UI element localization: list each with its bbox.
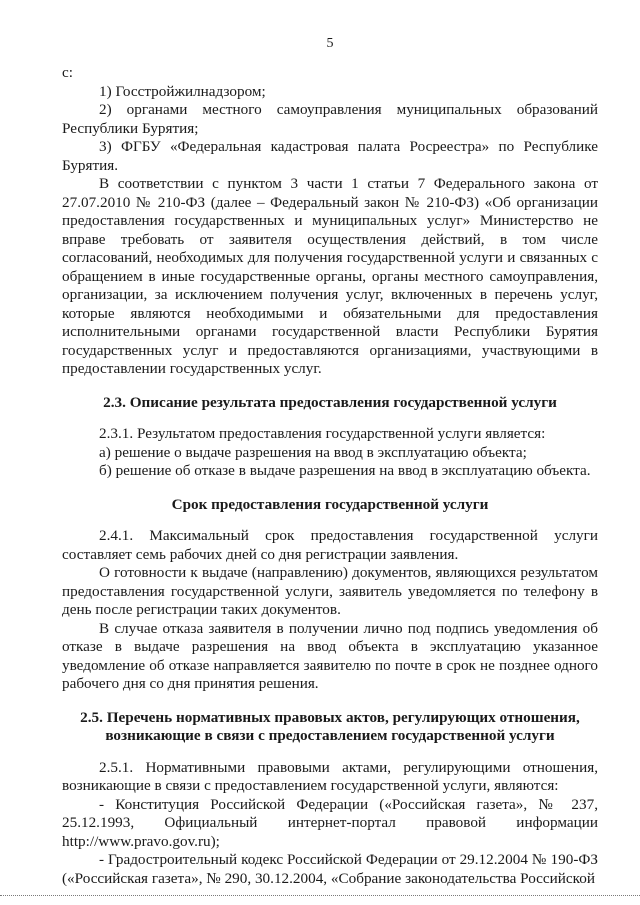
list-item: - Градостроительный кодекс Российской Федерации от 29.12.2004 № 190-ФЗ («Российская газета», № 290, 30.12.2004, «Собрание законодательства Российской	[62, 851, 598, 887]
paragraph: О готовности к выдаче (направлению) документов, являющихся результатом предоставления государственной услуги, заявитель уведомляется по телефону в день после регистрации таких документов.	[62, 564, 598, 618]
list-item: - Конституция Российской Федерации («Российская газета», № 237, 25.12.1993, Официальный интернет-портал правовой информации http://www.pravo.gov.ru);	[62, 795, 598, 850]
list-item: 1) Госстройжилнадзором;	[99, 82, 266, 100]
scan-edge-line	[0, 895, 640, 897]
paragraph: 2.4.1. Максимальный срок предоставления государственной услуги составляет семь рабочих дней со дня регистрации заявления.	[62, 527, 598, 563]
paragraph: 2.3.1. Результатом предоставления государственной услуги является:	[99, 425, 546, 442]
section-heading-2-5-line1: 2.5. Перечень нормативных правовых актов, регулирующих отношения,	[80, 708, 580, 726]
page-number: 5	[326, 36, 334, 51]
section-heading-2-3: 2.3. Описание результата предоставления государственной услуги	[103, 393, 557, 411]
paragraph: а) решение о выдаче разрешения на ввод в эксплуатацию объекта;	[99, 443, 527, 461]
paragraph: б) решение об отказе в выдаче разрешения на ввод в эксплуатацию объекта.	[99, 462, 591, 479]
paragraph: 2.5.1. Нормативными правовыми актами, регулирующими отношения, возникающие в связи с предоставлением государственной услуги, являются:	[62, 758, 598, 794]
paragraph: В случае отказа заявителя в получении лично под подпись уведомления об отказе в выдаче разрешения на ввод объекта в эксплуатацию указанное уведомление об отказе направляется заявителю по почте в срок не позднее одного рабочего дня со дня принятия решения.	[62, 619, 598, 692]
section-heading-srok: Срок предоставления государственной услуги	[171, 495, 489, 513]
list-item: 2) органами местного самоуправления муниципальных образований Республики Бурятия;	[62, 101, 598, 137]
list-item: 3) ФГБУ «Федеральная кадастровая палата Росреестра» по Республике Бурятия.	[62, 138, 598, 174]
paragraph-law-reference: В соответствии с пунктом 3 части 1 статьи 7 Федерального закона от 27.07.2010 № 210-ФЗ (далее – Федеральный закон № 210-ФЗ) «Об организации предоставления государственных и муниципальных услуг» Министерство не вправе требовать от заявителя осуществления действий, в том числе согласований, необходимых для получения государственной услуги и связанных с обращением в иные государственные органы, органы местного самоуправления, организации, за исключением получения услуг, включенных в перечень услуг, которые являются необходимыми и обязательными для предоставления исполнительными органами государственной власти Республики Бурятия государственных услуг и предоставляются организациями, участвующими в предоставлении государственных услуг.	[62, 175, 598, 377]
document-body	[62, 64, 598, 888]
section-heading-2-5-line2: возникающие в связи с предоставлением государственной услуги	[105, 727, 555, 744]
paragraph-intro: с:	[62, 64, 73, 81]
